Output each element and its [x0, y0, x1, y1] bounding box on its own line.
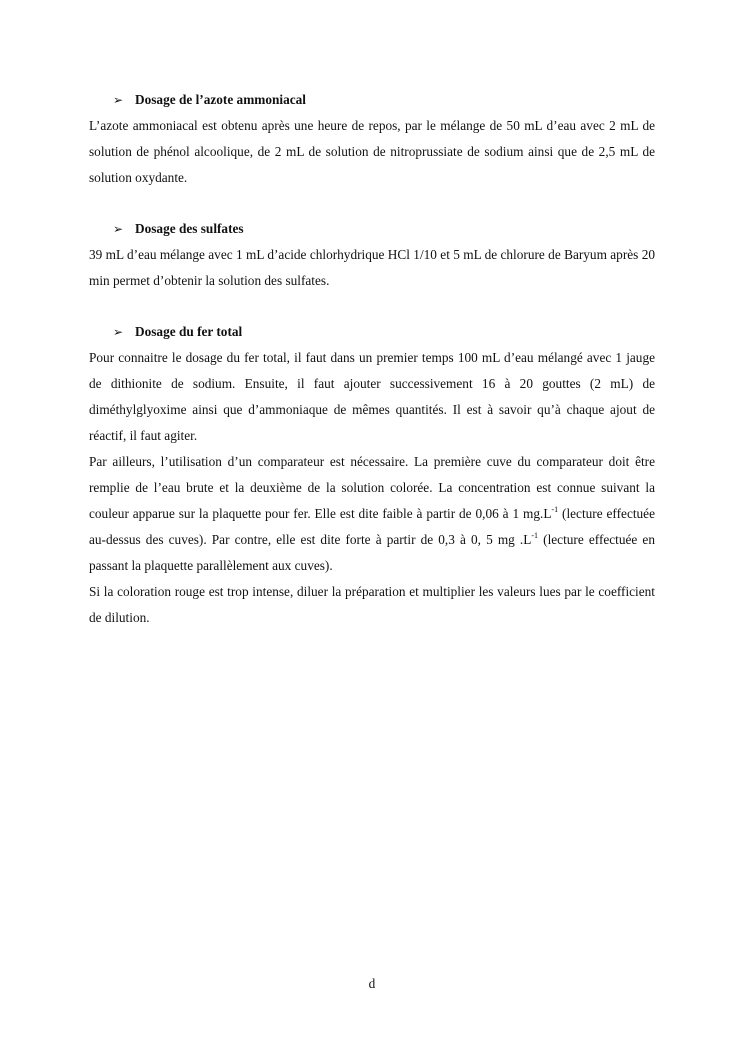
- paragraph-comparateur: [89, 449, 655, 579]
- superscript-exponent: -1: [551, 504, 559, 514]
- paragraph-sulfates: 39 mL d’eau mélange avec 1 mL d’acide chlorhydrique HCl 1/10 et 5 mL de chlorure de Baryum après 20 min permet d’obtenir la solution des sulfates.: [89, 247, 655, 288]
- document-page: [89, 87, 655, 631]
- section-heading-fer-total: [113, 319, 655, 345]
- section-heading-text: Dosage des sulfates: [135, 221, 244, 236]
- section-heading-text: Dosage du fer total: [135, 324, 243, 339]
- section-heading-ammoniacal: [113, 87, 655, 113]
- paragraph-fer-total: Pour connaitre le dosage du fer total, il faut dans un premier temps 100 mL d’eau mélangé avec 1 jauge de dithionite de sodium. Ensuite, il faut ajouter successivement 16 à 20 gouttes (2 mL) de diméthylglyoxime ainsi que d’ammoniaque de mêmes quantités. Il est à savoir qu’à chaque ajout de réactif, il faut agiter.: [89, 350, 655, 443]
- comparator-text-2: (lecture effectuée au-dessus des cuves). Par contre, elle est dite forte à partir de 0,3 à 0, 5 mg .L: [89, 506, 655, 547]
- paragraph-dilution: Si la coloration rouge est trop intense, diluer la préparation et multiplier les valeurs lues par le coefficient de dilution.: [89, 584, 655, 625]
- comparator-text-1: Par ailleurs, l’utilisation d’un comparateur est nécessaire. La première cuve du comparateur doit être remplie de l’eau brute et la deuxième de la solution colorée. La concentration est connue suivant la couleur apparue sur la plaquette pour fer. Elle est dite faible à partir de 0,06 à 1 mg.L: [89, 454, 655, 521]
- section-heading-text: Dosage de l’azote ammoniacal: [135, 92, 306, 107]
- comparator-text-3: (lecture effectuée en passant la plaquette parallèlement aux cuves).: [89, 532, 655, 573]
- section-heading-sulfates: [113, 216, 655, 242]
- arrow-bullet-icon: ➢: [113, 325, 124, 339]
- page-number: d: [368, 976, 376, 991]
- arrow-bullet-icon: ➢: [113, 222, 124, 236]
- paragraph-ammoniacal: L’azote ammoniacal est obtenu après une heure de repos, par le mélange de 50 mL d’eau avec 2 mL de solution de phénol alcoolique, de 2 mL de solution de nitroprussiate de sodium ainsi que de 2,5 mL de solution oxydante.: [89, 118, 655, 185]
- superscript-exponent: -1: [531, 530, 539, 540]
- arrow-bullet-icon: ➢: [113, 93, 124, 107]
